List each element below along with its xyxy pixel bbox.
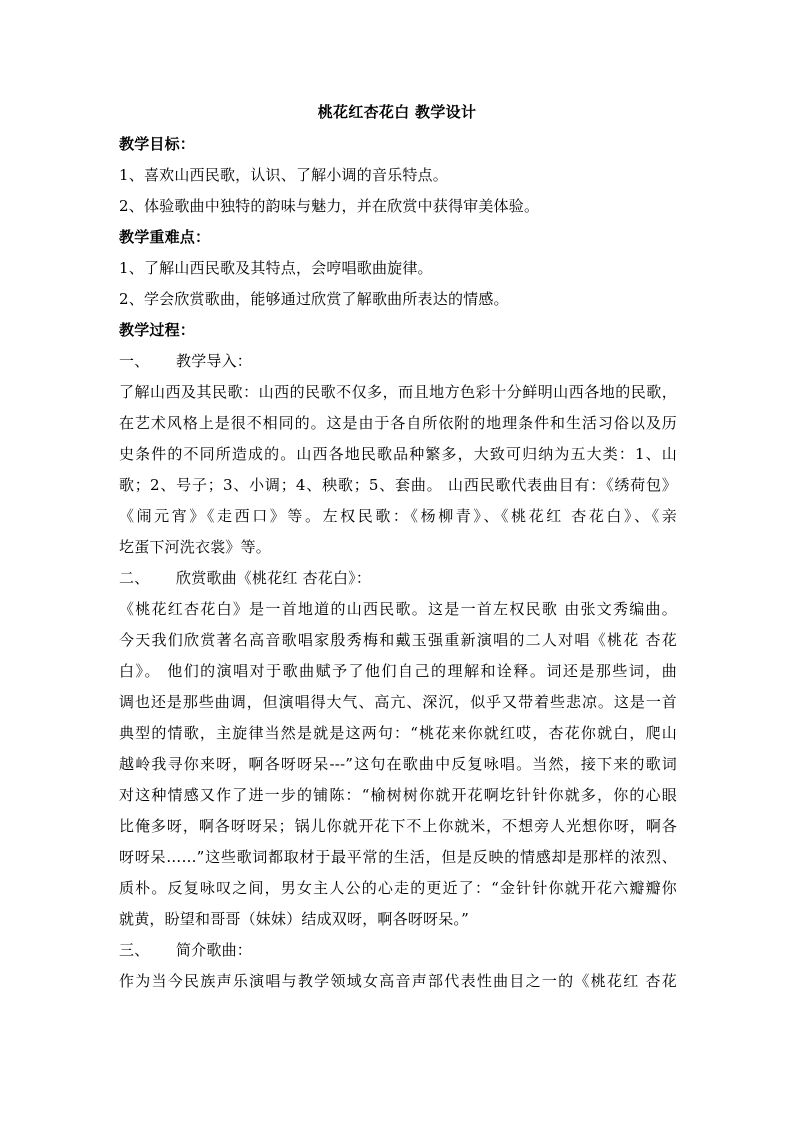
paragraph-line: 《桃花红杏花白》是一首地道的山西民歌。这是一首左权民歌 由张文秀编曲。 [119, 600, 677, 618]
section-heading-process: 教学过程： [119, 321, 196, 339]
process-step-heading [119, 346, 677, 377]
key-point-item: 2、学会欣赏歌曲，能够通过欣赏了解歌曲所表达的情感。 [119, 290, 509, 308]
paragraph-line: 白》。 他们的演唱对于歌曲赋予了他们自己的理解和诠释。词还是那些词，曲 [119, 662, 677, 680]
section-heading-key-points: 教学重难点： [119, 228, 211, 246]
process-step-heading [119, 935, 677, 966]
paragraph-line: 《闹元宵》《走西口》等。左权民歌：《杨柳青》、《桃花红 杏花白》、《亲 [119, 507, 677, 525]
paragraph-line: 比俺多呀，啊各呀呀呆；锅儿你就开花下不上你就米，不想旁人光想你呀，啊各 [119, 817, 677, 835]
document-title: 桃花红杏花白 教学设计 [317, 103, 477, 121]
paragraph-line: 就黄，盼望和哥哥（妹妹）结成双呀，啊各呀呀呆。” [119, 910, 469, 928]
section-heading-objectives: 教学目标： [119, 135, 196, 153]
key-point-item: 1、了解山西民歌及其特点，会哼唱歌曲旋律。 [119, 259, 433, 277]
objective-item: 2、体验歌曲中独特的韵味与魅力，并在欣赏中获得审美体验。 [119, 197, 540, 215]
paragraph-line: 对这种情感又作了进一步的铺陈：“榆树树你就开花啊圪针针你就多，你的心眼 [119, 786, 677, 804]
paragraph-line: 呀呀呆……”这些歌词都取材于最平常的生活，但是反映的情感却是那样的浓烈、 [119, 848, 677, 866]
process-step-number: 三、 [119, 941, 150, 959]
paragraph-line: 歌；2、号子；3、小调；4、秧歌；5、套曲。 山西民歌代表曲目有：《绣荷包》 [119, 476, 677, 494]
paragraph-line: 作为当今民族声乐演唱与教学领域女高音声部代表性曲目之一的《桃花红 杏花 [119, 972, 677, 990]
paragraph-line: 质朴。反复咏叹之间，男女主人公的心走的更近了：“金针针你就开花六瓣瓣你 [119, 879, 677, 897]
paragraph-line: 今天我们欣赏著名高音歌唱家殷秀梅和戴玉强重新演唱的二人对唱《桃花 杏花 [119, 631, 677, 649]
process-step-title: 欣赏歌曲《桃花红 杏花白》： [176, 569, 372, 587]
paragraph-line: 圪蛋下河洗衣裳》等。 [119, 538, 272, 556]
process-step-title: 教学导入： [176, 352, 253, 370]
process-step-number: 一、 [119, 352, 150, 370]
paragraph-line: 调也还是那些曲调，但演唱得大气、高亢、深沉，似乎又带着些悲凉。这是一首 [119, 693, 677, 711]
process-step-number: 二、 [119, 569, 150, 587]
document-body [119, 129, 677, 997]
objective-item: 1、喜欢山西民歌，认识、了解小调的音乐特点。 [119, 166, 448, 184]
paragraph-line: 了解山西及其民歌：山西的民歌不仅多，而且地方色彩十分鲜明山西各地的民歌， [119, 383, 677, 401]
paragraph-line: 越岭我寻你来呀，啊各呀呀呆---”这句在歌曲中反复咏唱。当然，接下来的歌词 [119, 755, 677, 773]
paragraph-line: 史条件的不同所造成的。山西各地民歌品种繁多，大致可归纳为五大类：1、山 [119, 445, 677, 463]
paragraph-line: 在艺术风格上是很不相同的。这是由于各自所依附的地理条件和生活习俗以及历 [119, 414, 677, 432]
paragraph-line: 典型的情歌，主旋律当然是就是这两句：“桃花来你就红哎，杏花你就白，爬山 [119, 724, 677, 742]
process-step-heading [119, 563, 677, 594]
process-step-title: 简介歌曲： [176, 941, 253, 959]
